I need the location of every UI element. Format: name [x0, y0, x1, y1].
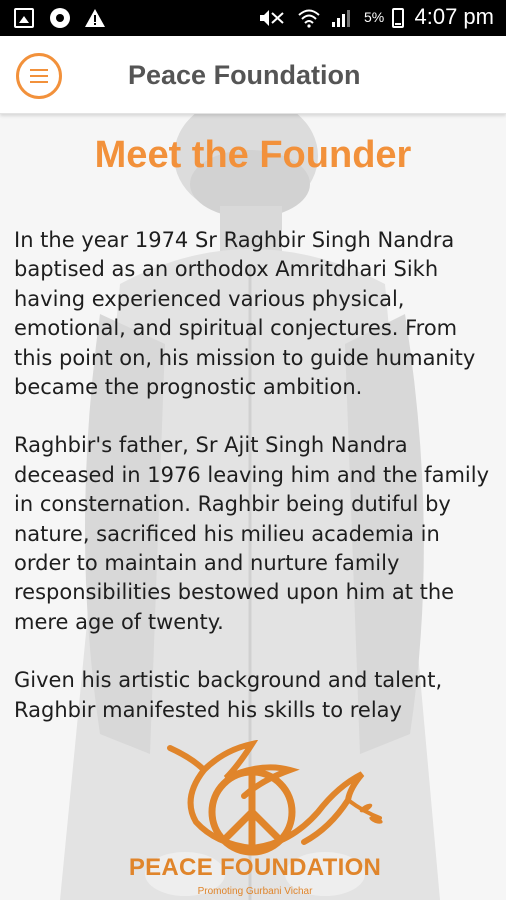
- gallery-icon: [14, 8, 34, 28]
- app-title: Peace Foundation: [128, 60, 361, 90]
- logo-tagline: Promoting Gurbani Vichar: [197, 886, 313, 897]
- app-bar: [0, 36, 506, 114]
- hamburger-menu-icon: [30, 69, 48, 71]
- hamburger-menu-line: [30, 81, 48, 83]
- page-content[interactable]: [0, 114, 506, 900]
- article-paragraph: In the year 1974 Sr Raghbir Singh Nandra baptised as an orthodox Amritdhari Sikh having experienced various physical, emotional, and spiritual conjectures. From this point on, his mission to guide humanity became the prognostic ambition.: [14, 228, 476, 400]
- article-paragraph: Given his artistic background and talent, Raghbir manifested his skills to relay: [14, 668, 443, 722]
- logo-name: PEACE FOUNDATION: [128, 854, 382, 881]
- battery-icon: [392, 8, 404, 28]
- warning-icon: [84, 8, 106, 28]
- founder-article: [14, 226, 498, 744]
- hamburger-menu-line: [30, 75, 48, 77]
- status-bar: [0, 0, 506, 36]
- chrome-icon: [50, 8, 70, 28]
- peace-foundation-logo: [112, 740, 398, 900]
- mute-icon: [258, 8, 286, 28]
- wifi-icon: [298, 8, 320, 28]
- page-heading: Meet the Founder: [94, 134, 412, 176]
- status-time: 4:07 pm: [414, 4, 494, 29]
- article-paragraph: Raghbir's father, Sr Ajit Singh Nandra deceased in 1976 leaving him and the family in consternation. Raghbir being dutiful by nature, sacrificed his milieu academia in order to maintain and nurture family responsibilities bestowed upon him at the mere age of twenty.: [14, 433, 490, 634]
- signal-icon: [330, 8, 354, 28]
- hamburger-menu-button[interactable]: [16, 53, 62, 99]
- battery-percentage: 5%: [364, 9, 385, 25]
- peace-dove-icon: [112, 740, 398, 860]
